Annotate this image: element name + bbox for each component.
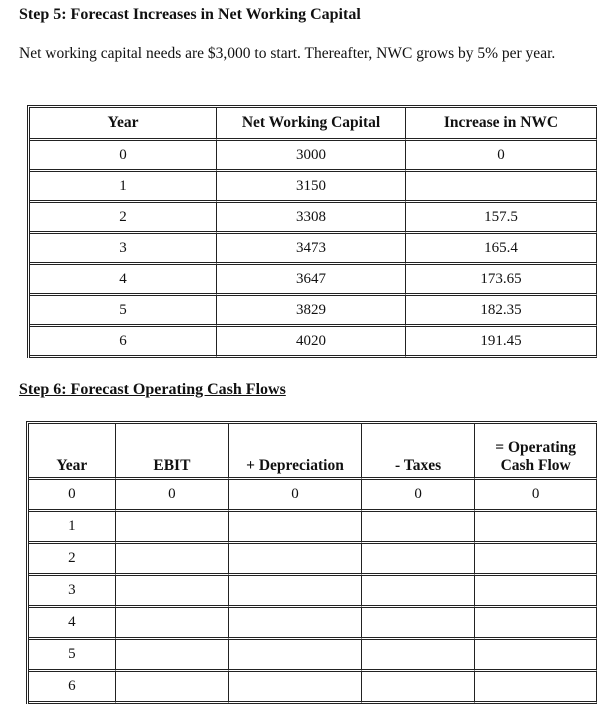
nwc_table-cell bbox=[406, 172, 597, 203]
ocf_table-cell bbox=[229, 576, 362, 608]
nwc_table-cell: 165.4 bbox=[406, 234, 597, 265]
ocf-header-operating-cash-flow bbox=[475, 424, 597, 480]
nwc-table-header-row bbox=[30, 108, 597, 141]
nwc_table-cell: 6 bbox=[30, 327, 217, 358]
ocf-header-operating-line: = Operating bbox=[495, 439, 577, 456]
nwc_table-cell: 3000 bbox=[217, 141, 406, 172]
nwc_table-cell: 182.35 bbox=[406, 296, 597, 327]
ocf_table-cell bbox=[475, 576, 597, 608]
ocf_table-cell bbox=[475, 608, 597, 640]
nwc_table-cell: 0 bbox=[30, 141, 217, 172]
ocf_table-cell bbox=[475, 512, 597, 544]
ocf_table-cell bbox=[116, 512, 230, 544]
ocf-table-header-row bbox=[29, 424, 597, 480]
ocf_table-cell bbox=[229, 512, 362, 544]
ocf_table-cell bbox=[362, 512, 476, 544]
table-row bbox=[29, 512, 597, 544]
nwc_table-cell: 0 bbox=[406, 141, 597, 172]
step5-heading: Step 5: Forecast Increases in Net Working Capital bbox=[19, 6, 361, 23]
ocf_table-cell: 5 bbox=[29, 640, 116, 672]
nwc_table-cell: 1 bbox=[30, 172, 217, 203]
table-row bbox=[30, 234, 597, 265]
ocf-header-cashflow-line: Cash Flow bbox=[500, 457, 571, 474]
ocf_table-cell bbox=[475, 544, 597, 576]
nwc_table-cell: 5 bbox=[30, 296, 217, 327]
ocf_table-cell: 0 bbox=[362, 480, 476, 512]
nwc_table-cell: 3150 bbox=[217, 172, 406, 203]
nwc_table-cell: 3647 bbox=[217, 265, 406, 296]
ocf-header-year: Year bbox=[29, 424, 116, 480]
table-row bbox=[30, 203, 597, 234]
nwc_table-cell: 4 bbox=[30, 265, 217, 296]
nwc-header-increase: Increase in NWC bbox=[406, 108, 597, 141]
ocf_table-cell: 0 bbox=[475, 480, 597, 512]
table-row bbox=[30, 141, 597, 172]
ocf_table-cell bbox=[475, 640, 597, 672]
ocf_table-cell: 4 bbox=[29, 608, 116, 640]
table-row bbox=[29, 608, 597, 640]
ocf_table-cell bbox=[362, 576, 476, 608]
ocf-table bbox=[26, 421, 597, 704]
ocf_table-cell bbox=[362, 608, 476, 640]
ocf_table-cell bbox=[362, 544, 476, 576]
table-row bbox=[30, 265, 597, 296]
ocf_table-cell bbox=[229, 608, 362, 640]
ocf_table-cell: 2 bbox=[29, 544, 116, 576]
ocf_table-cell bbox=[475, 672, 597, 704]
ocf_table-cell bbox=[229, 672, 362, 704]
ocf_table-cell bbox=[362, 640, 476, 672]
ocf_table-cell: 0 bbox=[229, 480, 362, 512]
ocf_table-cell: 3 bbox=[29, 576, 116, 608]
ocf_table-cell bbox=[116, 640, 230, 672]
ocf_table-cell: 0 bbox=[29, 480, 116, 512]
nwc_table-cell: 3308 bbox=[217, 203, 406, 234]
step6-heading: Step 6: Forecast Operating Cash Flows bbox=[19, 381, 286, 398]
nwc-header-nwc: Net Working Capital bbox=[217, 108, 406, 141]
ocf_table-cell bbox=[229, 544, 362, 576]
nwc_table-cell: 173.65 bbox=[406, 265, 597, 296]
ocf_table-cell bbox=[116, 576, 230, 608]
nwc_table-cell: 2 bbox=[30, 203, 217, 234]
ocf_table-cell: 0 bbox=[116, 480, 230, 512]
nwc-header-year: Year bbox=[30, 108, 217, 141]
table-row bbox=[30, 327, 597, 358]
ocf_table-cell bbox=[116, 544, 230, 576]
ocf_table-cell: 1 bbox=[29, 512, 116, 544]
table-row bbox=[29, 640, 597, 672]
ocf_table-cell: 6 bbox=[29, 672, 116, 704]
nwc_table-cell: 157.5 bbox=[406, 203, 597, 234]
ocf_table-cell bbox=[116, 672, 230, 704]
nwc_table-cell: 191.45 bbox=[406, 327, 597, 358]
ocf-table-body bbox=[29, 480, 597, 704]
nwc-table-body bbox=[30, 141, 597, 358]
ocf-header-ebit: EBIT bbox=[116, 424, 230, 480]
table-row bbox=[29, 480, 597, 512]
table-row bbox=[30, 172, 597, 203]
nwc_table-cell: 4020 bbox=[217, 327, 406, 358]
ocf-header-depreciation: + Depreciation bbox=[229, 424, 362, 480]
nwc_table-cell: 3829 bbox=[217, 296, 406, 327]
table-row bbox=[30, 296, 597, 327]
step5-description: Net working capital needs are $3,000 to start. Thereafter, NWC grows by 5% per year. bbox=[19, 45, 556, 62]
nwc-table bbox=[27, 105, 597, 358]
table-row bbox=[29, 576, 597, 608]
ocf_table-cell bbox=[116, 608, 230, 640]
table-row bbox=[29, 672, 597, 704]
nwc_table-cell: 3473 bbox=[217, 234, 406, 265]
ocf_table-cell bbox=[229, 640, 362, 672]
ocf_table-cell bbox=[362, 672, 476, 704]
nwc_table-cell: 3 bbox=[30, 234, 217, 265]
ocf-header-taxes: - Taxes bbox=[362, 424, 476, 480]
table-row bbox=[29, 544, 597, 576]
